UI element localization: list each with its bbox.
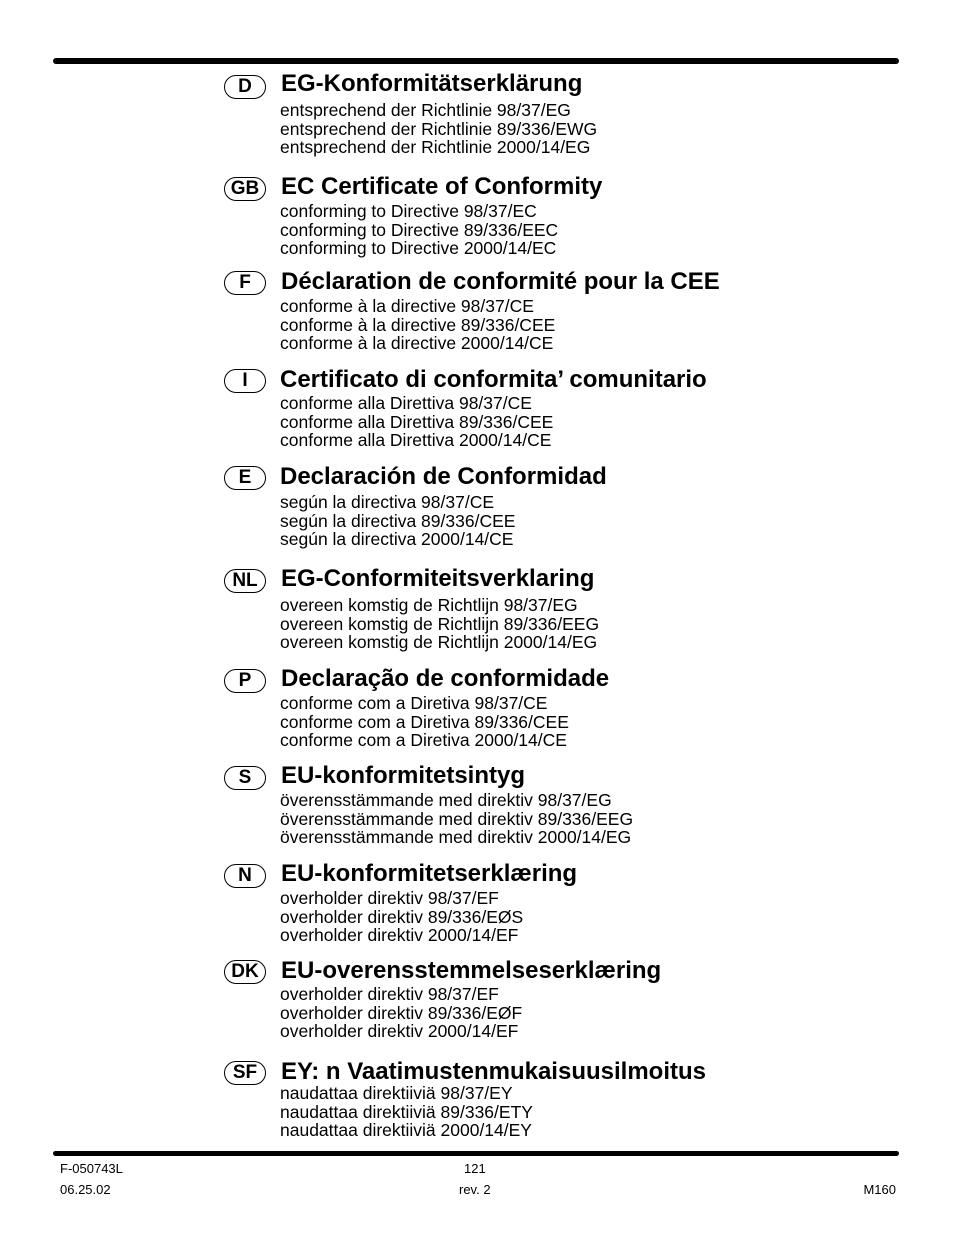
directive-line: overholder direktiv 98/37/EF [280, 984, 499, 1004]
directive-line: conforme à la directive 2000/14/CE [280, 333, 554, 353]
language-badge: N [224, 864, 266, 888]
language-badge: GB [224, 177, 266, 201]
directive-line: conforme com a Diretiva 2000/14/CE [280, 730, 567, 750]
directive-lines [280, 985, 522, 1041]
section-heading: EU-konformitetsintyg [281, 762, 526, 789]
directive-line: conforming to Directive 98/37/EC [280, 201, 537, 221]
directive-line: naudattaa direktiiviä 2000/14/EY [280, 1120, 532, 1140]
directive-lines [280, 202, 558, 258]
directive-lines [280, 394, 553, 450]
section-heading: Déclaration de conformité pour la CEE [281, 268, 720, 295]
directive-line: conforme à la directive 89/336/CEE [280, 314, 556, 335]
directive-line: conforme com a Diretiva 89/336/CEE [280, 711, 569, 732]
directive-line: overeen komstig de Richtlijn 98/37/EG [280, 595, 578, 615]
directive-line: entsprechend der Richtlinie 2000/14/EG [280, 137, 591, 157]
language-badge: NL [224, 569, 266, 593]
directive-line: conforme alla Direttiva 98/37/CE [280, 393, 532, 413]
directive-lines [280, 694, 569, 750]
directive-line: conforme alla Direttiva 89/336/CEE [280, 411, 554, 432]
directive-line: overeen komstig de Richtlijn 2000/14/EG [280, 632, 598, 652]
directive-line: overholder direktiv 2000/14/EF [280, 1021, 519, 1041]
section-heading: EG-Conformiteitsverklaring [281, 565, 595, 592]
document-date: 06.25.02 [60, 1182, 111, 1197]
language-badge: SF [224, 1061, 266, 1085]
directive-line: naudattaa direktiiviä 89/336/ETY [280, 1101, 533, 1122]
language-badge: DK [224, 960, 266, 984]
model-number: M160 [863, 1182, 896, 1197]
directive-line: overeen komstig de Richtlijn 89/336/EEG [280, 613, 600, 634]
section-heading: Declaración de Conformidad [280, 463, 607, 490]
directive-line: överensstämmande med direktiv 98/37/EG [280, 790, 612, 810]
directive-line: según la directiva 2000/14/CE [280, 529, 514, 549]
bottom-rule [53, 1151, 899, 1156]
page-number: 121 [464, 1161, 486, 1176]
directive-line: según la directiva 98/37/CE [280, 492, 495, 512]
directive-lines [280, 596, 599, 652]
directive-line: overholder direktiv 89/336/EØS [280, 906, 524, 927]
revision: rev. 2 [459, 1182, 491, 1197]
directive-lines [280, 297, 555, 353]
language-badge: E [224, 466, 266, 490]
language-badge: I [224, 369, 266, 393]
directive-lines [280, 101, 597, 157]
section-heading: EC Certificate of Conformity [281, 173, 603, 200]
top-rule [53, 58, 899, 64]
directive-line: entsprechend der Richtlinie 89/336/EWG [280, 118, 598, 139]
directive-lines [280, 889, 523, 945]
directive-line: conforme com a Diretiva 98/37/CE [280, 693, 548, 713]
directive-lines [280, 1084, 533, 1140]
directive-line: conforme alla Direttiva 2000/14/CE [280, 430, 552, 450]
section-heading: EY: n Vaatimustenmukaisuusilmoitus [281, 1058, 706, 1085]
directive-lines [280, 791, 633, 847]
directive-line: överensstämmande med direktiv 2000/14/EG [280, 827, 632, 847]
language-badge: S [224, 766, 266, 790]
document-number: F-050743L [60, 1161, 123, 1176]
directive-lines [280, 493, 515, 549]
directive-line: conforming to Directive 89/336/EEC [280, 219, 559, 240]
language-badge: F [224, 271, 266, 295]
section-heading: Declaração de conformidade [281, 665, 610, 692]
directive-line: conforming to Directive 2000/14/EC [280, 238, 557, 258]
section-heading: EU-overensstemmelseserklæring [281, 957, 662, 984]
directive-line: overholder direktiv 2000/14/EF [280, 925, 519, 945]
directive-line: overholder direktiv 89/336/EØF [280, 1002, 523, 1023]
section-heading: Certificato di conformita’ comunitario [280, 366, 707, 393]
directive-line: según la directiva 89/336/CEE [280, 510, 516, 531]
directive-line: conforme à la directive 98/37/CE [280, 296, 534, 316]
language-badge: D [224, 75, 266, 99]
section-heading: EU-konformitetserklæring [281, 860, 578, 887]
directive-line: overholder direktiv 98/37/EF [280, 888, 499, 908]
directive-line: entsprechend der Richtlinie 98/37/EG [280, 100, 571, 120]
section-heading: EG-Konformitätserklärung [281, 70, 583, 97]
language-badge: P [224, 669, 266, 693]
directive-line: naudattaa direktiiviä 98/37/EY [280, 1083, 513, 1103]
directive-line: överensstämmande med direktiv 89/336/EEG [280, 808, 634, 829]
